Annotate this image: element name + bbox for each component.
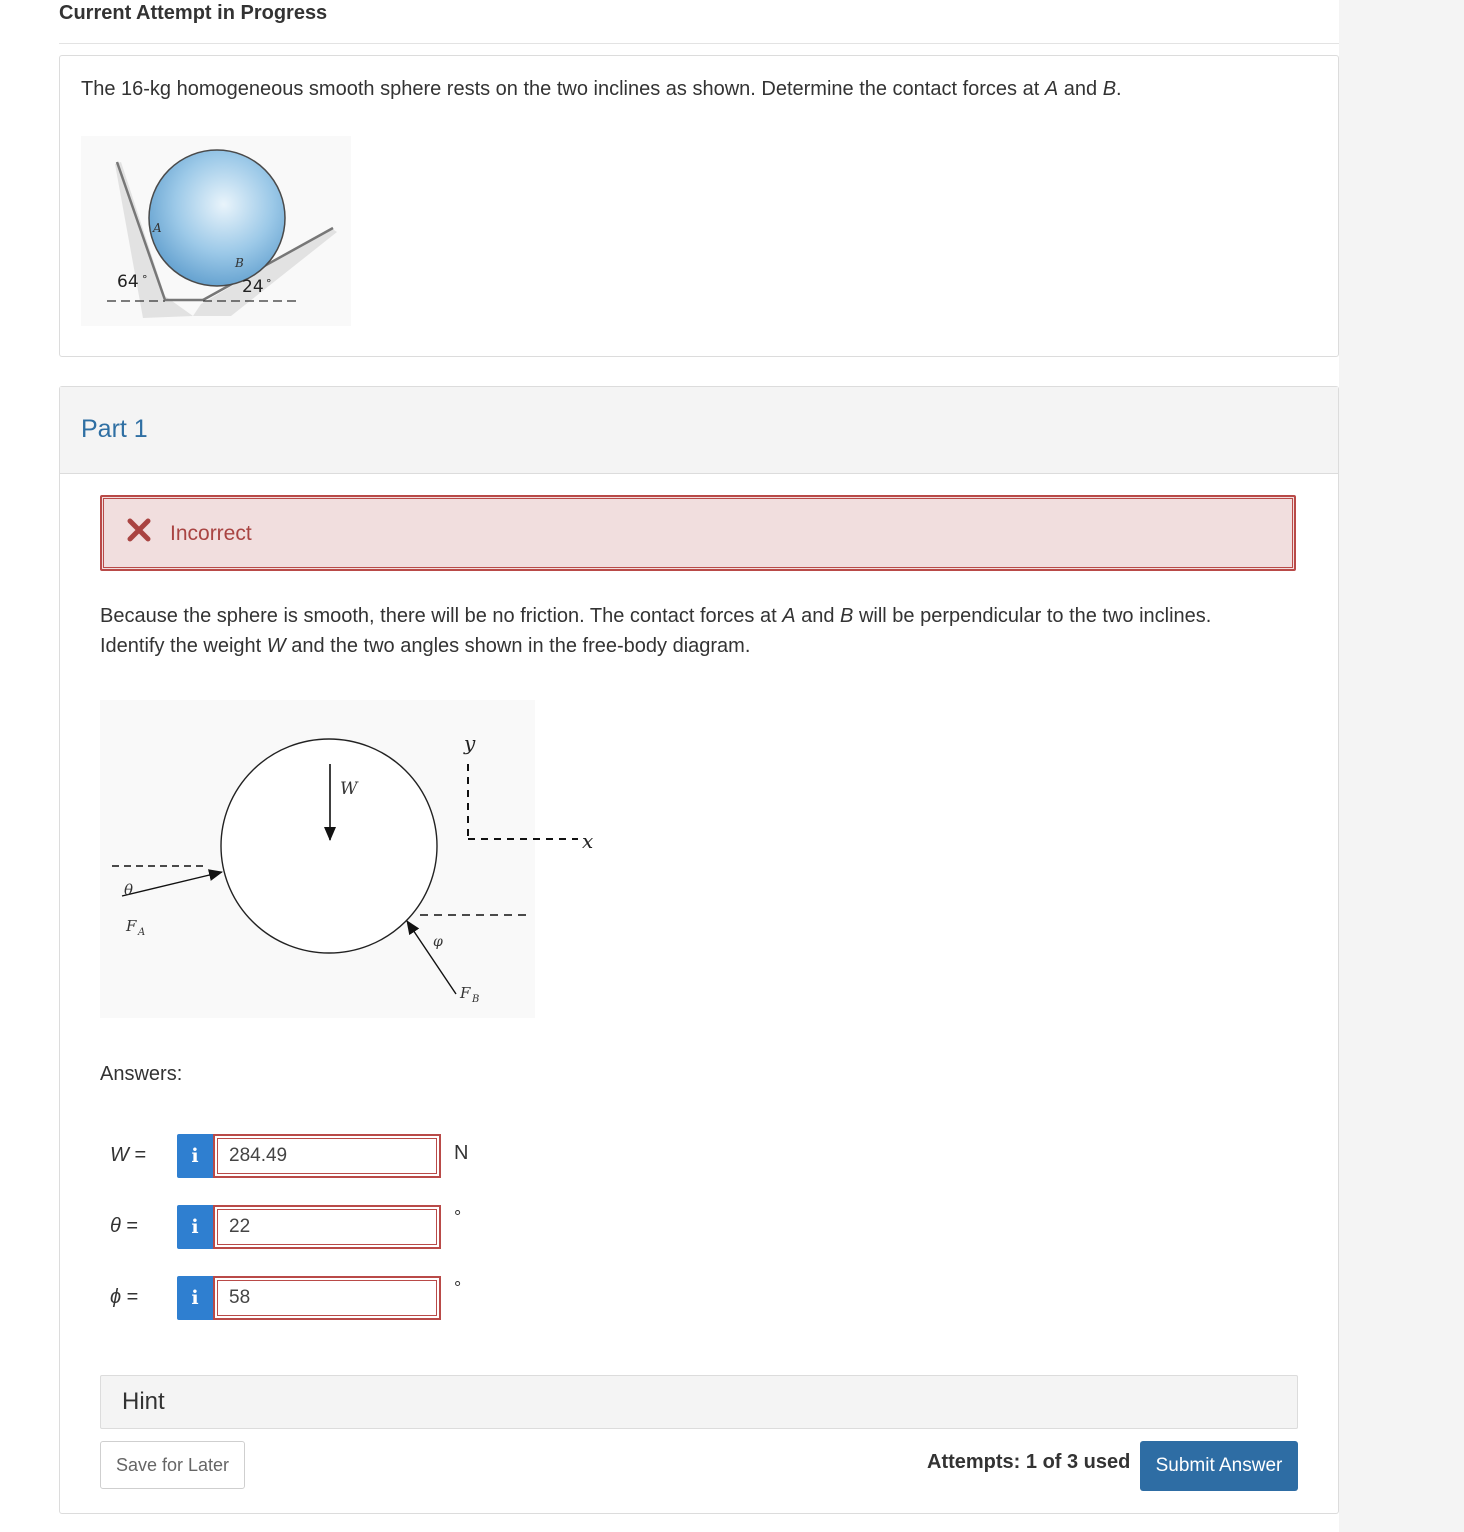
answer-row-theta [100, 1205, 520, 1249]
angle-left-value: 64 [117, 272, 139, 292]
angle-right-degree: ° [266, 277, 272, 290]
question-card [59, 55, 1339, 357]
sphere-shape [149, 150, 285, 286]
part-header [60, 387, 1338, 474]
save-for-later-button[interactable]: Save for Later [100, 1441, 245, 1489]
unit-phi: ° [454, 1278, 462, 1298]
info-icon[interactable]: i [177, 1134, 213, 1178]
answer-input-phi[interactable] [213, 1276, 441, 1320]
fbd-label-w: W [340, 779, 358, 799]
hint-toggle[interactable] [100, 1375, 1298, 1429]
angle-left-degree: ° [142, 273, 148, 286]
axis-x-label: x [582, 829, 594, 853]
attempts-counter: Attempts: 1 of 3 used [927, 1451, 1131, 1473]
answer-label-theta: θ = [110, 1215, 139, 1237]
axis-y-label: y [464, 731, 476, 755]
incorrect-x-icon [126, 517, 152, 543]
answer-label-phi: ϕ = [110, 1286, 139, 1308]
answer-label-w: W = [110, 1144, 147, 1166]
hint-label: Hint [122, 1388, 165, 1415]
question-text: The 16-kg homogeneous smooth sphere rests on the two inclines as shown. Determine the contact forces at A and B. [81, 78, 1122, 100]
info-icon[interactable]: i [177, 1276, 213, 1320]
explanation-line-2: Identify the weight W and the two angles shown in the free-body diagram. [100, 635, 751, 657]
fbd-sphere [221, 739, 437, 953]
fb-subscript: B [472, 994, 480, 1005]
feedback-incorrect [100, 495, 1296, 571]
unit-w: N [454, 1142, 469, 1164]
page-gutter [1339, 0, 1464, 1532]
fa-subscript: A [138, 927, 146, 938]
fb-label: F [460, 984, 471, 1002]
submit-answer-button[interactable]: Submit Answer [1140, 1441, 1298, 1491]
explanation-line-1: Because the sphere is smooth, there will be no friction. The contact forces at A and B will be perpendicular to the two inclines. [100, 605, 1212, 627]
fa-label: F [126, 917, 137, 935]
answers-label: Answers: [100, 1063, 183, 1085]
part-card [59, 386, 1339, 1514]
label-b: B [235, 256, 244, 270]
angle-right-value: 24 [242, 277, 264, 297]
attempt-title: Current Attempt in Progress [59, 2, 328, 24]
feedback-status: Incorrect [170, 522, 252, 545]
answer-input-w[interactable] [213, 1134, 441, 1178]
answer-row-phi [100, 1276, 520, 1320]
attempt-header [59, 0, 1339, 44]
unit-theta: ° [454, 1207, 462, 1227]
sphere-on-inclines-figure [81, 136, 351, 326]
info-icon[interactable]: i [177, 1205, 213, 1249]
free-body-diagram [100, 700, 594, 1020]
phi-label: φ [433, 934, 443, 950]
theta-label: θ [124, 881, 134, 899]
explanation-text [100, 601, 1300, 661]
part-title: Part 1 [81, 415, 148, 443]
answer-input-theta[interactable] [213, 1205, 441, 1249]
label-a: A [153, 221, 162, 235]
answer-row-w [100, 1134, 520, 1178]
